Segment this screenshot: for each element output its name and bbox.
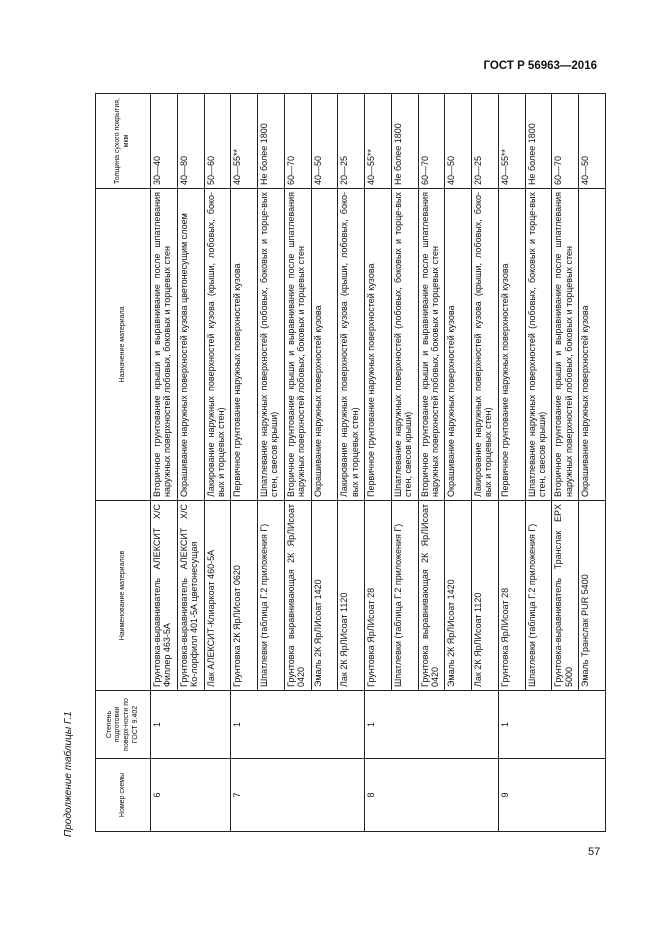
coating-thickness: 60—70 (418, 94, 445, 189)
col-material-name: Наименование материалов (96, 501, 151, 691)
standard-number: ГОСТ Р 56963—2016 (483, 60, 597, 72)
table-row (231, 94, 258, 832)
coating-thickness: 60—70 (284, 94, 311, 189)
material-name: Грунтовка ЯрЛИсоат 28 (498, 501, 525, 691)
col-coating-thickness: Толщина сухого покрытия, мкм (96, 94, 151, 189)
material-purpose: Вторичное грунтование крыши и выравнивание после шпатлевания наружных поверхностей лобовых, боковых и торцевых стен (418, 189, 445, 501)
coating-thickness: 20—25 (338, 94, 365, 189)
material-name: Грунтовка-выравниватель АЛЕКСИТ Х/С Ко-лорфилл 401-5А цветонесущая (177, 501, 204, 691)
material-purpose: Окрашивание наружных поверхностей кузова (579, 189, 606, 501)
page-number: 57 (588, 846, 601, 858)
col-material-purpose: Назначение материала (96, 189, 151, 501)
material-purpose: Первичное грунтование наружных поверхностей кузова (365, 189, 392, 501)
coating-thickness: Не более 1800 (525, 94, 552, 189)
col-surface-prep: Степень подготовки поверх-ности по ГОСТ 9.402 (96, 691, 151, 759)
table-caption: Продолжение таблицы Г.1 (63, 711, 74, 837)
material-purpose: Шпатлевание наружных поверхностей (лобовых, боковых и торце-вых стен, свесов крыши) (258, 189, 285, 501)
material-purpose: Шпатлевание наружных поверхностей (лобовых, боковых и торце-вых стен, свесов крыши) (391, 189, 418, 501)
material-name: Эмаль Транслак PUR 5400 (579, 501, 606, 691)
prep-degree: 1 (151, 691, 231, 759)
material-name: Шпатлевки (таблица Г.2 приложения Г) (391, 501, 418, 691)
material-purpose: Шпатлевание наружных поверхностей (лобовых, боковых и торце-вых стен, свесов крыши) (525, 189, 552, 501)
material-purpose: Первичное грунтование наружных поверхностей кузова (231, 189, 258, 501)
material-purpose: Окрашивание наружных поверхностей кузова цветонесущим слоем (177, 189, 204, 501)
coating-thickness: 60—70 (552, 94, 579, 189)
coating-thickness: 40—55** (231, 94, 258, 189)
material-name: Эмаль 2К ЯрЛИсоат 1420 (311, 501, 338, 691)
material-purpose: Лакирование наружных поверхностей кузова (крыши, лобовых, боко-вых и торцевых стен) (204, 189, 231, 501)
scheme-number: 8 (365, 759, 499, 832)
material-name: Грунтовка выравнивающая 2К ЯрЛИсоат 0420 (418, 501, 445, 691)
prep-degree: 1 (498, 691, 605, 759)
coating-thickness: 40—55** (498, 94, 525, 189)
material-name: Лак 2К ЯрЛИсоат 1120 (338, 501, 365, 691)
material-purpose: Первичное грунтование наружных поверхностей кузова (498, 189, 525, 501)
material-name: Грунтовка-выравниватель Транслак EPX 5000 (552, 501, 579, 691)
material-purpose: Окрашивание наружных поверхностей кузова (311, 189, 338, 501)
material-purpose: Вторичное грунтование крыши и выравнивание после шпатлевания наружных поверхностей лобовых, боковых и торцевых стен (552, 189, 579, 501)
material-name: Лак АЛЕКСИТ-Клиаркоат 460-5А (204, 501, 231, 691)
coating-thickness: 40—50 (579, 94, 606, 189)
table-row (365, 94, 392, 832)
material-name: Шпатлевки (таблица Г.2 приложения Г) (525, 501, 552, 691)
coating-thickness: Не более 1800 (258, 94, 285, 189)
coating-thickness: 50—60 (204, 94, 231, 189)
coating-thickness: 40—50 (311, 94, 338, 189)
coating-thickness: 40—50 (445, 94, 472, 189)
material-name: Шпатлевки (таблица Г.2 приложения Г) (258, 501, 285, 691)
material-name: Эмаль 2К ЯрЛИсоат 1420 (445, 501, 472, 691)
material-purpose: Вторичное грунтование крыши и выравнивание после шпатлевания наружных поверхностей лобовых, боковых и торцевых стен (284, 189, 311, 501)
material-purpose: Лакирование наружных поверхностей кузова (крыши, лобовых, боко-вых и торцевых стен) (338, 189, 365, 501)
scheme-number: 6 (151, 759, 231, 832)
col-scheme-number: Номер схемы (96, 759, 151, 832)
coating-thickness: 40—80 (177, 94, 204, 189)
prep-degree: 1 (231, 691, 365, 759)
table-header-row (96, 94, 151, 832)
coating-thickness: 30—40 (151, 94, 178, 189)
material-purpose: Окрашивание наружных поверхностей кузова (445, 189, 472, 501)
material-name: Лак 2К ЯрЛИсоат 1120 (472, 501, 499, 691)
material-name: Грунтовка-выравниватель АЛЕКСИТ Х/С Филлер 463-5А (151, 501, 178, 691)
scheme-number: 7 (231, 759, 365, 832)
prep-degree: 1 (365, 691, 499, 759)
material-purpose: Вторичное грунтование крыши и выравнивание после шпатлевания наружных поверхностей лобовых, боковых и торцевых стен (151, 189, 178, 501)
table-row (498, 94, 525, 832)
coating-thickness: Не более 1800 (391, 94, 418, 189)
rotated-table-container (95, 94, 606, 832)
table-row (151, 94, 178, 832)
scheme-number: 9 (498, 759, 605, 832)
material-purpose: Лакирование наружных поверхностей кузова (крыши, лобовых, боко-вых и торцевых стен) (472, 189, 499, 501)
materials-table (95, 93, 606, 832)
material-name: Грунтовка 2К ЯрЛИсоат 0620 (231, 501, 258, 691)
coating-thickness: 20—25 (472, 94, 499, 189)
material-name: Грунтовка выравнивающая 2К ЯрЛИсоат 0420 (284, 501, 311, 691)
material-name: Грунтовка ЯрЛИсоат 28 (365, 501, 392, 691)
coating-thickness: 40—55** (365, 94, 392, 189)
